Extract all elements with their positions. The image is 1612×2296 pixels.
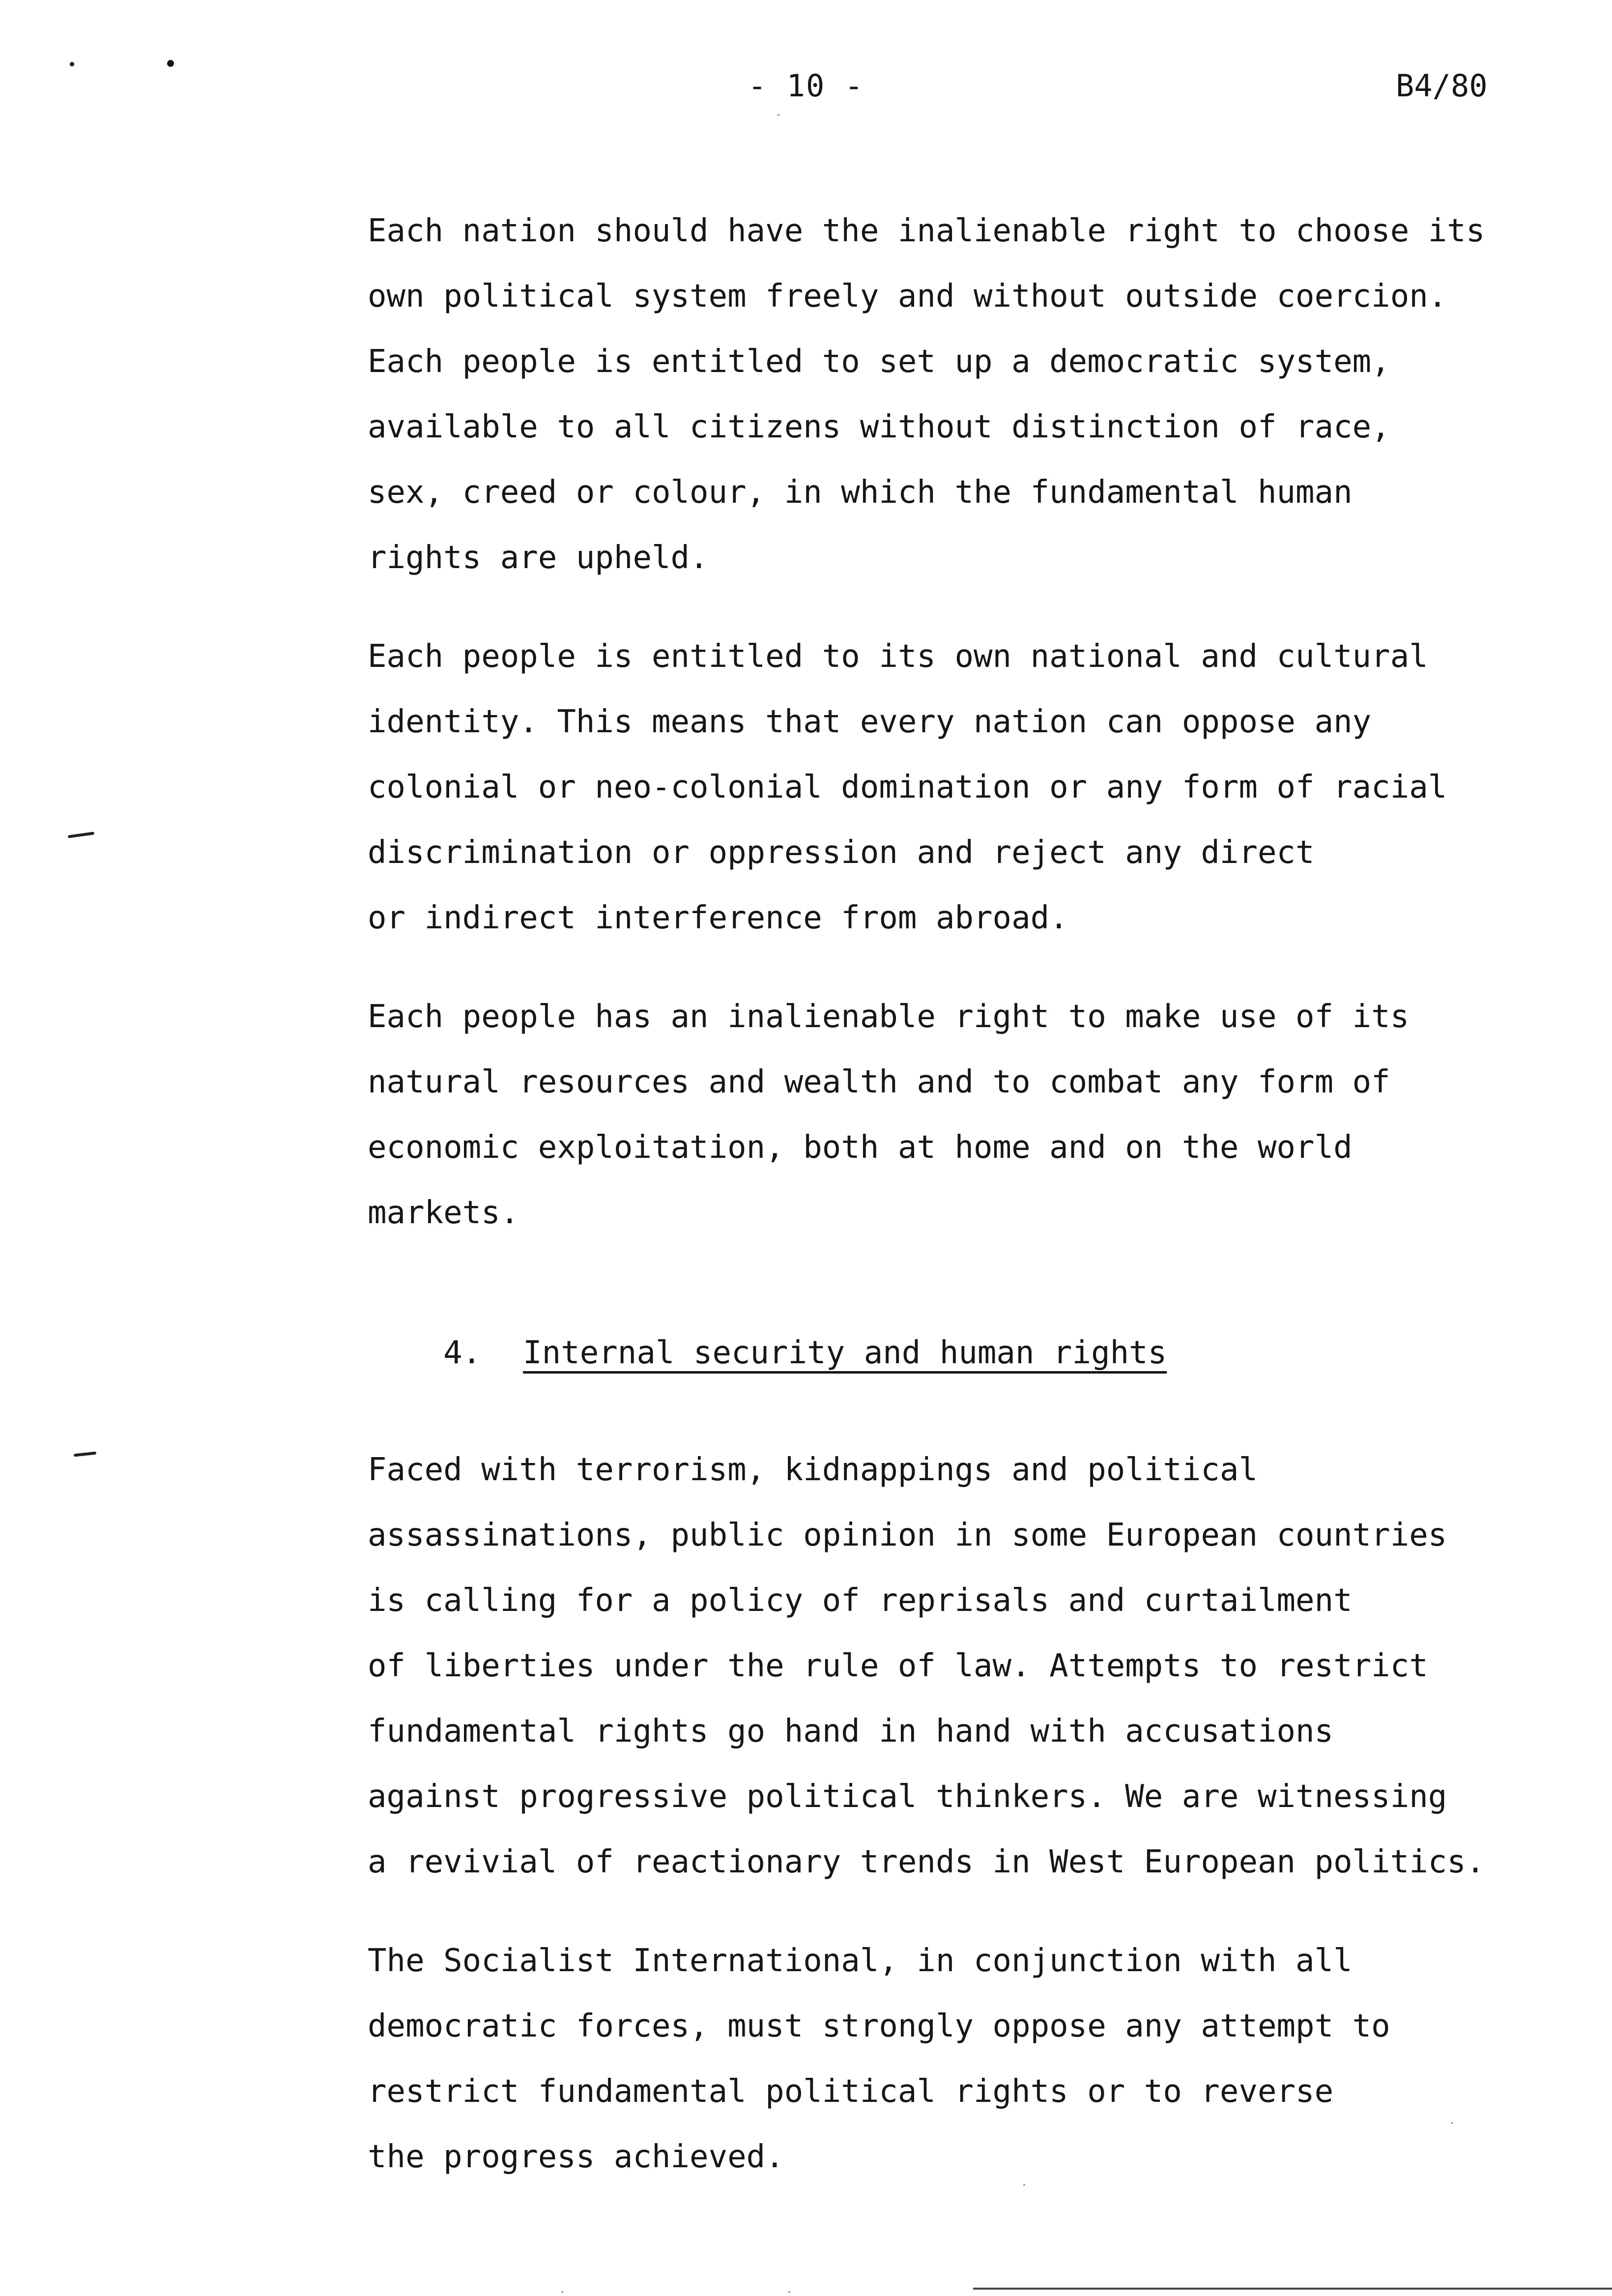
paragraph-political-system: [368, 199, 1562, 591]
text-line: the progress achieved.: [368, 2139, 784, 2175]
text-line: sex, creed or colour, in which the fundamental human: [368, 474, 1353, 511]
text-line: is calling for a policy of reprisals and curtailment: [368, 1582, 1353, 1619]
text-line: Each nation should have the inalienable right to choose its: [368, 213, 1485, 249]
text-line: rights are upheld.: [368, 540, 709, 576]
text-line: fundamental rights go hand in hand with accusations: [368, 1713, 1334, 1750]
page-number: - 10 -: [748, 68, 864, 104]
scan-speck: [561, 2291, 563, 2293]
text-line: discrimination or oppression and reject any direct: [368, 834, 1315, 871]
text-line: of liberties under the rule of law. Attempts to restrict: [368, 1648, 1428, 1684]
text-line: restrict fundamental political rights or to reverse: [368, 2073, 1334, 2110]
text-line: Each people has an inalienable right to make use of its: [368, 999, 1410, 1035]
section-heading: [368, 1279, 1562, 1427]
margin-mark: [68, 832, 94, 838]
text-line: identity. This means that every nation can oppose any: [368, 704, 1372, 740]
text-line: economic exploitation, both at home and on the world: [368, 1129, 1353, 1166]
paragraph-national-identity: [368, 624, 1562, 951]
text-line: democratic forces, must strongly oppose any attempt to: [368, 2008, 1390, 2044]
text-line: The Socialist International, in conjunction with all: [368, 1943, 1353, 1979]
text-line: markets.: [368, 1195, 519, 1231]
text-line: colonial or neo-colonial domination or any form of racial: [368, 769, 1447, 805]
text-line: own political system freely and without outside coercion.: [368, 278, 1447, 315]
text-line: assassinations, public opinion in some European countries: [368, 1517, 1447, 1553]
text-line: against progressive political thinkers. We are witnessing: [368, 1779, 1447, 1815]
margin-mark: [74, 1452, 96, 1457]
scan-speck: [788, 2291, 790, 2293]
document-body: [368, 199, 1562, 2223]
text-line: Each people is entitled to set up a democratic system,: [368, 344, 1390, 380]
footer-rule: [973, 2288, 1612, 2290]
document-reference: B4/80: [1396, 68, 1488, 104]
text-line: available to all citizens without distinction of race,: [368, 409, 1390, 445]
section-number: 4.: [443, 1335, 482, 1371]
text-line: or indirect interference from abroad.: [368, 900, 1068, 936]
scan-speck: [777, 114, 779, 116]
paragraph-socialist-international: [368, 1928, 1562, 2190]
text-line: Faced with terrorism, kidnappings and political: [368, 1452, 1258, 1488]
text-line: Each people is entitled to its own national and cultural: [368, 638, 1428, 675]
section-title: Internal security and human rights: [523, 1335, 1167, 1371]
text-line: a revivial of reactionary trends in West European politics.: [368, 1844, 1485, 1880]
paragraph-natural-resources: [368, 984, 1562, 1246]
text-line: natural resources and wealth and to combat any form of: [368, 1064, 1390, 1100]
paragraph-terrorism: [368, 1437, 1562, 1895]
